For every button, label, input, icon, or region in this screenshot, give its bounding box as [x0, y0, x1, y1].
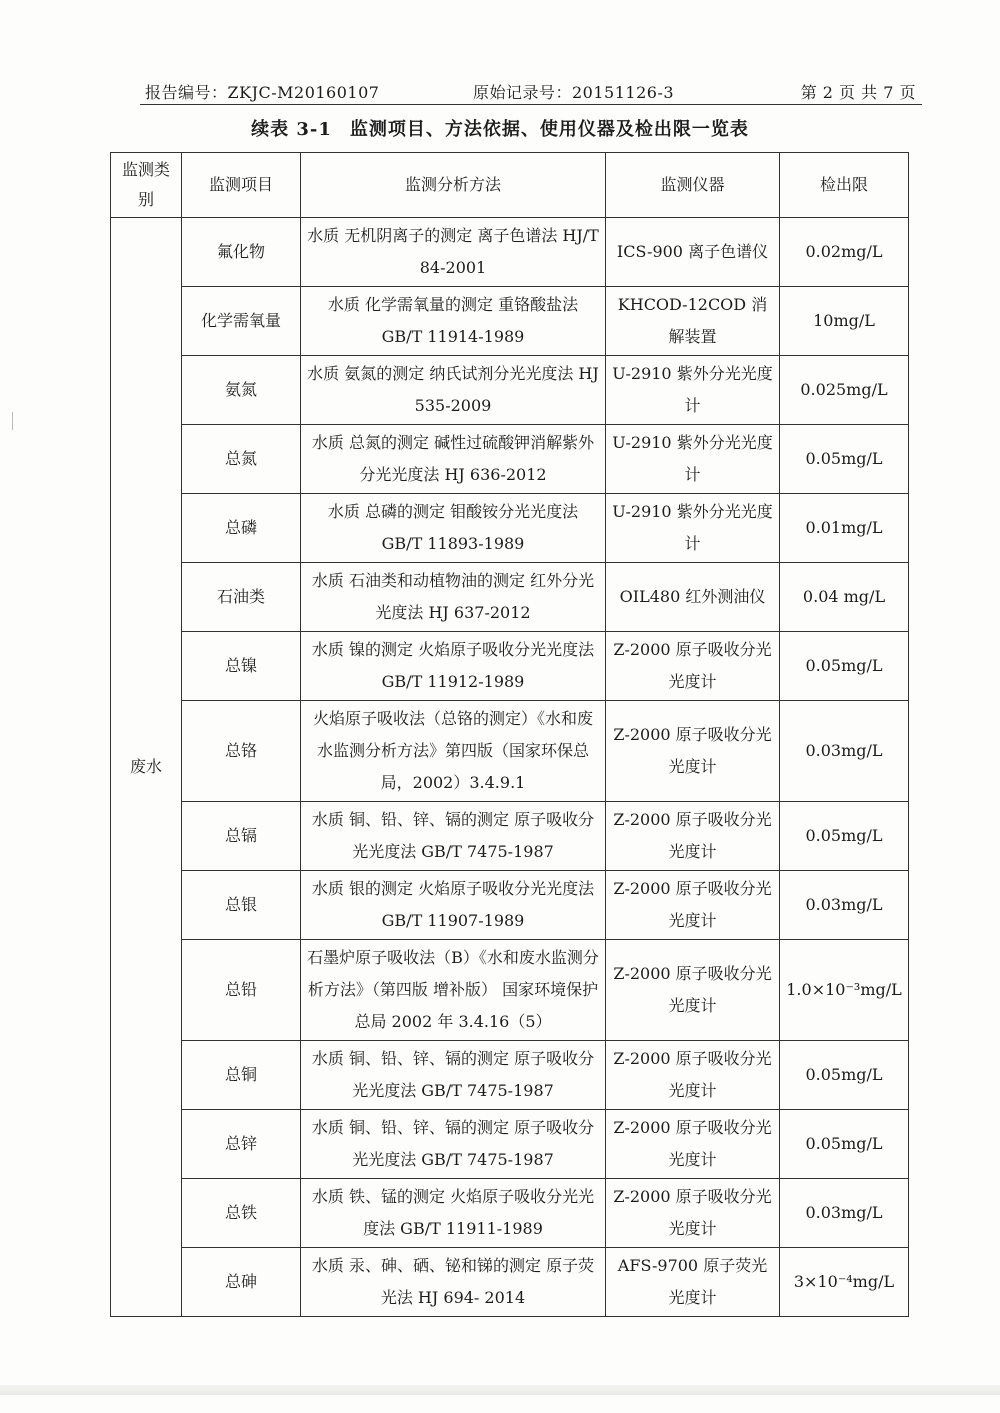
method-cell: 水质 铜、铅、锌、镉的测定 原子吸收分光光度法 GB/T 7475-1987: [301, 1041, 606, 1110]
table-row: [111, 287, 909, 356]
method-cell: 水质 铜、铅、锌、镉的测定 原子吸收分光光度法 GB/T 7475-1987: [301, 1110, 606, 1179]
method-cell: 水质 汞、砷、硒、铋和锑的测定 原子荧光法 HJ 694- 2014: [301, 1248, 606, 1317]
limit-cell: 0.02mg/L: [780, 218, 909, 287]
limit-cell: 0.01mg/L: [780, 494, 909, 563]
table-row: [111, 1179, 909, 1248]
table-row: [111, 802, 909, 871]
limit-cell: 0.03mg/L: [780, 701, 909, 802]
instrument-cell: Z-2000 原子吸收分光光度计: [606, 802, 780, 871]
monitoring-methods-table: [110, 152, 909, 1317]
method-cell: 水质 氨氮的测定 纳氏试剂分光光度法 HJ 535-2009: [301, 356, 606, 425]
method-cell: 石墨炉原子吸收法（B）《水和废水监测分析方法》（第四版 增补版） 国家环境保护总局 2002 年 3.4.16（5）: [301, 940, 606, 1041]
table-row: [111, 871, 909, 940]
item-cell: 总氮: [182, 425, 301, 494]
instrument-cell: Z-2000 原子吸收分光光度计: [606, 940, 780, 1041]
item-cell: 化学需氧量: [182, 287, 301, 356]
instrument-cell: Z-2000 原子吸收分光光度计: [606, 701, 780, 802]
table-row: [111, 632, 909, 701]
method-cell: 水质 石油类和动植物油的测定 红外分光光度法 HJ 637-2012: [301, 563, 606, 632]
item-cell: 总铬: [182, 701, 301, 802]
method-cell: 火焰原子吸收法（总铬的测定）《水和废水监测分析方法》第四版（国家环保总局，2002）3.4.9.1: [301, 701, 606, 802]
limit-cell: 3×10⁻⁴mg/L: [780, 1248, 909, 1317]
limit-cell: 0.03mg/L: [780, 1179, 909, 1248]
instrument-cell: Z-2000 原子吸收分光光度计: [606, 1110, 780, 1179]
item-cell: 总磷: [182, 494, 301, 563]
table-row: [111, 494, 909, 563]
limit-cell: 0.03mg/L: [780, 871, 909, 940]
method-cell: 水质 铁、锰的测定 火焰原子吸收分光光度法 GB/T 11911-1989: [301, 1179, 606, 1248]
header-limit: 检出限: [780, 153, 909, 218]
method-cell: 水质 化学需氧量的测定 重铬酸盐法 GB/T 11914-1989: [301, 287, 606, 356]
instrument-cell: OIL480 红外测油仪: [606, 563, 780, 632]
instrument-cell: ICS-900 离子色谱仪: [606, 218, 780, 287]
instrument-cell: Z-2000 原子吸收分光光度计: [606, 1179, 780, 1248]
method-cell: 水质 总氮的测定 碱性过硫酸钾消解紫外分光光度法 HJ 636-2012: [301, 425, 606, 494]
limit-cell: 0.05mg/L: [780, 1110, 909, 1179]
item-cell: 氟化物: [182, 218, 301, 287]
limit-cell: 10mg/L: [780, 287, 909, 356]
report-number: 报告编号：ZKJC-M20160107: [145, 83, 380, 102]
item-cell: 总铁: [182, 1179, 301, 1248]
table-row: [111, 1110, 909, 1179]
instrument-cell: AFS-9700 原子荧光光度计: [606, 1248, 780, 1317]
table-row: [111, 940, 909, 1041]
item-cell: 总锌: [182, 1110, 301, 1179]
limit-cell: 0.05mg/L: [780, 632, 909, 701]
limit-cell: 0.05mg/L: [780, 1041, 909, 1110]
category-cell: 废水: [111, 218, 182, 1317]
method-cell: 水质 铜、铅、锌、镉的测定 原子吸收分光光度法 GB/T 7475-1987: [301, 802, 606, 871]
header-instrument: 监测仪器: [606, 153, 780, 218]
limit-cell: 1.0×10⁻³mg/L: [780, 940, 909, 1041]
instrument-cell: KHCOD-12COD 消解装置: [606, 287, 780, 356]
table-caption: 监测项目、方法依据、使用仪器及检出限一览表: [349, 119, 749, 140]
instrument-cell: Z-2000 原子吸收分光光度计: [606, 632, 780, 701]
method-cell: 水质 银的测定 火焰原子吸收分光光度法 GB/T 11907-1989: [301, 871, 606, 940]
header-method: 监测分析方法: [301, 153, 606, 218]
table-title: [0, 115, 1000, 141]
limit-cell: 0.025mg/L: [780, 356, 909, 425]
table-number: 续表 3-1: [251, 119, 332, 140]
table-row: [111, 425, 909, 494]
limit-cell: 0.05mg/L: [780, 425, 909, 494]
method-cell: 水质 镍的测定 火焰原子吸收分光光度法 GB/T 11912-1989: [301, 632, 606, 701]
record-number: 原始记录号：20151126-3: [473, 83, 675, 102]
item-cell: 氨氮: [182, 356, 301, 425]
item-cell: 石油类: [182, 563, 301, 632]
limit-cell: 0.05mg/L: [780, 802, 909, 871]
header-category: 监测类别: [111, 153, 182, 218]
header-item: 监测项目: [182, 153, 301, 218]
instrument-cell: U-2910 紫外分光光度计: [606, 356, 780, 425]
table-row: [111, 356, 909, 425]
instrument-cell: U-2910 紫外分光光度计: [606, 494, 780, 563]
table-header-row: [111, 153, 909, 218]
page-number: 第 2 页 共 7 页: [800, 83, 916, 102]
item-cell: 总砷: [182, 1248, 301, 1317]
item-cell: 总镍: [182, 632, 301, 701]
table-row: [111, 701, 909, 802]
item-cell: 总铜: [182, 1041, 301, 1110]
table-row: [111, 1248, 909, 1317]
page-header: [140, 78, 922, 105]
method-cell: 水质 总磷的测定 钼酸铵分光光度法 GB/T 11893-1989: [301, 494, 606, 563]
method-cell: 水质 无机阴离子的测定 离子色谱法 HJ/T 84-2001: [301, 218, 606, 287]
item-cell: 总铅: [182, 940, 301, 1041]
item-cell: 总银: [182, 871, 301, 940]
table-row: [111, 218, 909, 287]
scan-mark: [12, 412, 13, 430]
scan-edge: [0, 1385, 1000, 1395]
table-row: [111, 1041, 909, 1110]
instrument-cell: U-2910 紫外分光光度计: [606, 425, 780, 494]
instrument-cell: Z-2000 原子吸收分光光度计: [606, 871, 780, 940]
table-row: [111, 563, 909, 632]
instrument-cell: Z-2000 原子吸收分光光度计: [606, 1041, 780, 1110]
item-cell: 总镉: [182, 802, 301, 871]
limit-cell: 0.04 mg/L: [780, 563, 909, 632]
